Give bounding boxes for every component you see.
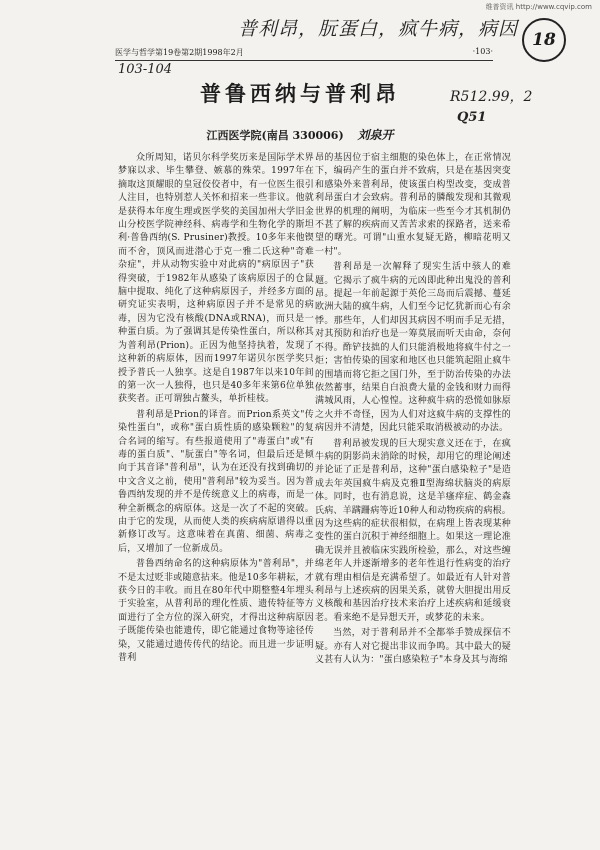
author-affiliation: 江西医学院(南昌 330006) xyxy=(206,129,344,142)
handwritten-sequence-circle xyxy=(522,18,566,62)
author-name: 刘泉开 xyxy=(357,128,394,142)
paragraph: 昂的基因位于宿主细胞的染色体上，在正常情况下，编码产生的蛋白并不致病，只是在基因突变和感染外来普利昂，使该蛋白构型改变，变成普利昂蛋白才会致病。普利昂的膦酸发现和其微观世界的机理的阐明，为临床一些至今才其机制仍不甚了解的疾病而又苦苦求索的探路者，送来希望的曙光。可谓"山重水复疑无路，柳暗花明又一村"。 xyxy=(315,153,511,257)
handwritten-pages: 103-104 xyxy=(118,62,173,77)
site-watermark: 维普资讯 http://www.cqvip.com xyxy=(485,3,592,11)
handwritten-code: Q51 xyxy=(457,110,487,125)
paragraph: 普利昂是Prion的译音。而Prion系英文"传染性蛋白"，或称"蛋白质性质的感染颗粒"的复合名词的缩写。有些报道使用了"毒蛋白"或"有毒的蛋白质"、"朊蛋白"等名词，但最后还是倾向于其音译"普利昂"，认为在还没有找到确切的中文含义之前，使用"普利昂"较为妥当。因为普鲁西纳发现的并不是传统意义上的病毒，而是一种全新概念的病原体。这是一次了不起的突破。由于它的发现，从而使人类的疾病病原谱得以重新修订改写。这意味着在真菌、细菌、病毒之后，又增加了一位新成员。 xyxy=(118,409,314,554)
paragraph: 当然，对于普利昂并不全都举手赞成探信不疑。亦有人对它提出非议而争鸣。其中最大的疑义甚有人认为："蛋白感染粒子"本身及其与海绵 xyxy=(315,628,511,666)
running-head xyxy=(115,47,493,61)
handwritten-keywords: 普利昂，朊蛋白，疯牛病，病因 xyxy=(238,18,519,40)
paragraph: 普利昂被发现的巨大现实意义还在于，在疯牛病的阴影尚未消除的时候，却用它的理论阐述并论证了正是普利昂，这种"蛋白感染粒子"是造成去年英国疯牛病及克雅Ⅱ型海绵状脑炎的病原体。同时，也有消息说，这是羊瘙痒症、鹤金森氏病、羊蹒跚病等近10种人和动物疾病的病根。因为这些病的症状很相似，在病理上皆表现某种变性的蛋白沉积于神经细胞上。如果这一理论准确无误并且被临床实践所检验，那么，对这些缠绵老年人并逐渐增多的老年性退行性病变的治疗就有理由相信是充满希望了。如最近有人针对普利昂与上述疾病的因果关系，就曾大胆提出用反义核酸和基因治疗技术来治疗上述疾病和延缓衰老。看来绝不是异想天开，或梦花的未来。 xyxy=(315,438,511,623)
handwritten-sequence: 18 xyxy=(532,30,556,50)
paragraph: 普鲁西纳命名的这种病原体为"普利昂"，并不是太过贬非或随意拈来。他是10多年耕耘，才获今日的丰收。而且在80年代中期整整4年埋头于实验室，从普利昂的理化性质、遗传特征等方面进行了全方位的深入研究，才得出这种病原因子既能传染也能遗传，即它能通过食物等途径传染，又能通过遗传传代的结论。而且进一步证明普利 xyxy=(118,559,314,664)
paragraph: 众所周知，诺贝尔科学奖历来是国际学术界梦寐以求、毕生攀登、嫉慕的殊荣。1997年在摘取这顶耀眼的皇冠佼佼者中，有一位医生很引人注目，也特别惹人关怀和招来一些非议。他就是获得本年度生理或医学奖的美国加州大学旧金山分校医学院神经科、病毒学和生物化学的斯坦利·普鲁西纳(S. Prusiner)教授。10多年来他锲而不舍，顶风而进潜心于克一雅二氏这种"奇难杂症"，并从动物实验中对此病的"病原因子"获得突破，于1982年从感染了该病原因子的仓鼠脑中提取、纯化了这种病原因子，并经多方面的研究证实表明，这种病原因子并不是常见的病毒，因为它没有核酸(DNA或RNA)，而只是一种蛋白质。为了强调其是传染性蛋白，所以称其为普利昂(Prion)。正因为他坚持执着，发现了这种新的病原体，因而1997年诺贝尔医学奖只授予普氏一人独享。这是自1987年以来10年间的第一次一人独得，也只是40多年来第6位单独获奖者。正可谓独占鳌头，单折桂枝。 xyxy=(118,153,314,405)
handwritten-classification: R512.99，2 xyxy=(450,89,533,105)
left-column xyxy=(118,152,314,667)
author-line xyxy=(0,126,600,143)
page-number: ·103· xyxy=(472,47,493,56)
right-column xyxy=(315,152,511,669)
paragraph: 普利昂是一次解释了现实生活中骇人的难题。它揭示了疯牛病的元凶即此种出鬼没的普利昂。提起一年前起源于英伦三岛而后震撼、蔓延欧洲大陆的疯牛病，人们至今记忆犹新而心有余悸。那些年，人们却因其病因不明而手足无措，对其预防和治疗也是一筹莫展而听天由命，奈何不得。酢铲技拙的人们只能消极地将疯牛付之一炬；害怕传染的国家和地区也只能筑起阻止疯牛的围墙而将它拒之国门外，至于防治传染的办法依然蓄事，结果自白浪费大量的金钱和财力而得满城风雨，人心惶惶。这种疯牛病的恐慌如脉原之火并不奇怪，因为人们对这疯牛病的支撑性的病因并不清楚，因此只能采取消极被动的办法。 xyxy=(315,262,511,434)
journal-citation: 医学与哲学第19卷第2期1998年2月 xyxy=(115,48,244,57)
article-title: 普鲁西纳与普利昂 xyxy=(200,81,400,106)
